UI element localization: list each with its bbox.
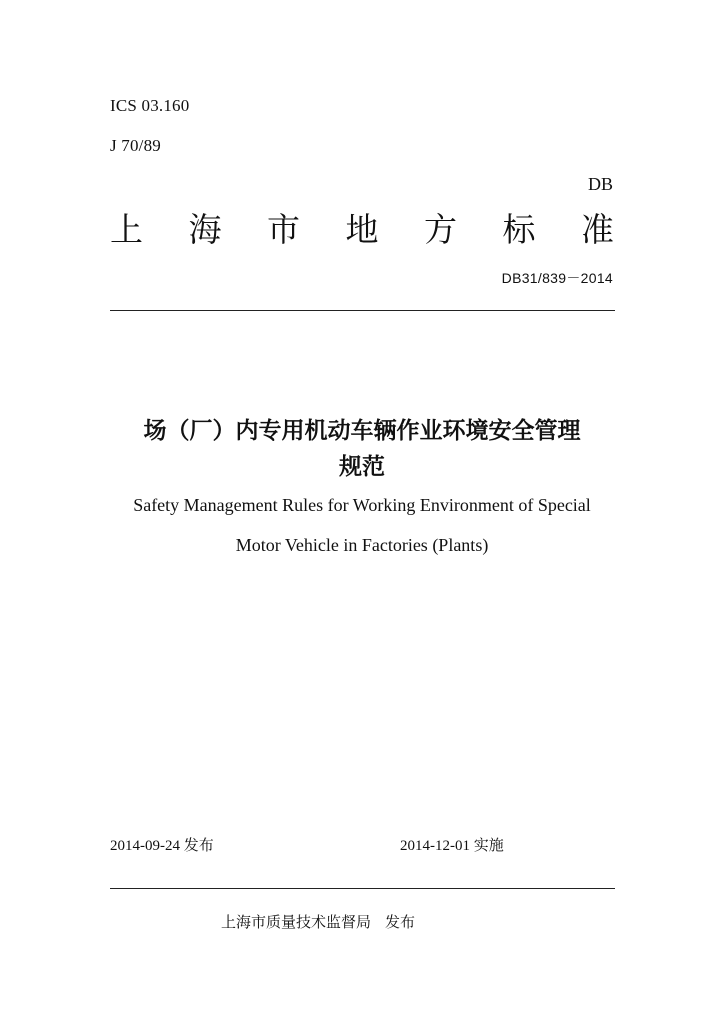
db-mark: DB [587,174,613,194]
ics-code: ICS 03.160 [110,96,190,115]
standard-type-char: 地 [345,210,379,249]
issuer-name: 上海市质量技术监督局 [221,915,372,931]
standard-type-char: 标 [502,210,536,249]
chinese-title-line-1: 场（厂）内专用机动车辆作业环境安全管理 [143,418,581,444]
standard-number: DB31/839－2014 [501,270,613,286]
implementation-date: 2014-12-01 实施 [400,838,504,854]
standard-type-char: 方 [424,210,457,249]
classification-code: J 70/89 [110,136,161,155]
standard-type-char: 市 [267,210,300,249]
top-divider [110,310,615,311]
issuer-action: 发布 [385,915,416,931]
english-title-line-1: Safety Management Rules for Working Environment of Special [133,495,591,515]
standard-type-char: 上 [110,210,143,249]
issue-date: 2014-09-24 发布 [110,838,214,854]
issuer-line [221,913,415,933]
standard-type-heading [110,210,614,250]
standard-type-char: 海 [188,210,222,249]
bottom-divider [110,888,615,889]
chinese-title-line-2: 规范 [339,454,385,480]
english-title-line-2: Motor Vehicle in Factories (Plants) [235,535,489,555]
standard-type-char: 准 [581,210,614,249]
